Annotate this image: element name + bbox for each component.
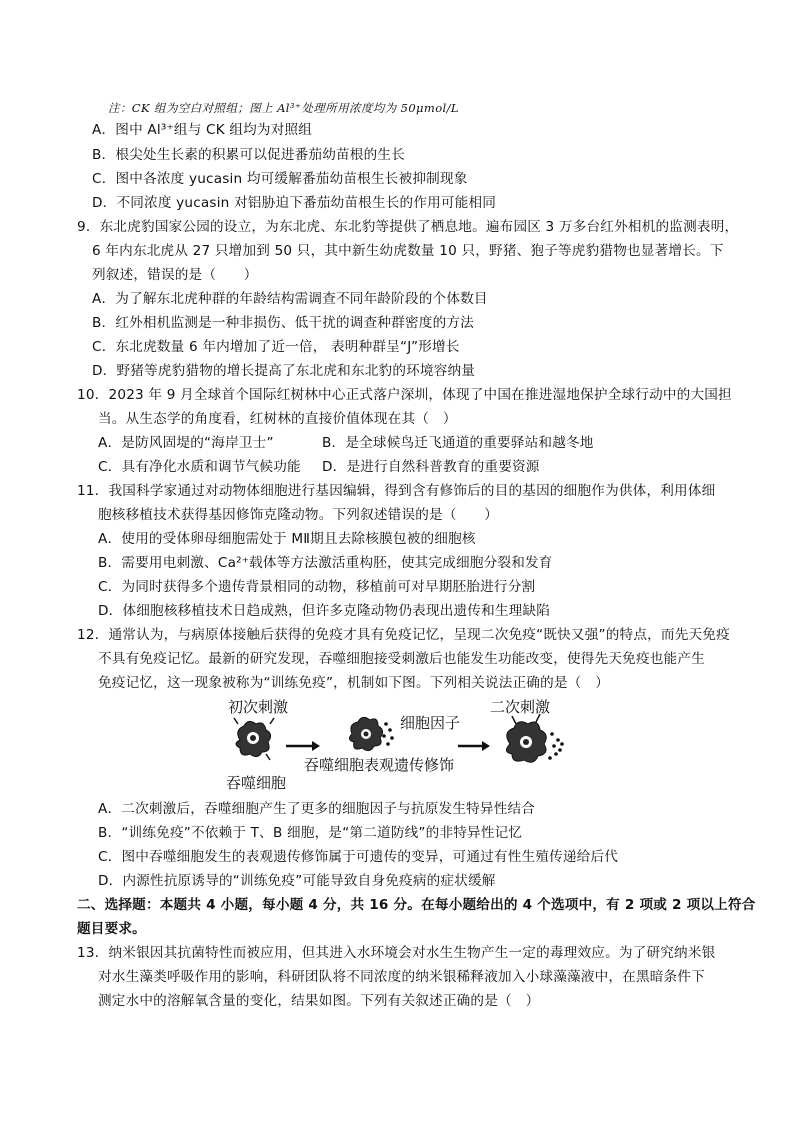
phagocyte-cell-2-icon bbox=[349, 717, 393, 750]
q9-option-d[interactable]: D．野猪等虎豹猎物的增长提高了东北虎和东北豹的环境容纳量 bbox=[92, 363, 476, 379]
q12-stem-line1: 12．通常认为，与病原体接触后获得的免疫才具有免疫记忆，呈现二次免疫“既快又强”的特点，而先天免疫 bbox=[77, 627, 730, 643]
q10-option-c[interactable]: C．具有净化水质和调节气候功能 bbox=[98, 459, 301, 475]
q11-stem-line1: 11．我国科学家通过对动物体细胞进行基因编辑，得到含有修饰后的目的基因的细胞作为供体，利用体细 bbox=[77, 483, 716, 499]
q12-option-a[interactable]: A．二次刺激后，吞噬细胞产生了更多的细胞因子与抗原发生特异性结合 bbox=[98, 801, 536, 817]
q10-option-b[interactable]: B．是全球候鸟迁飞通道的重要驿站和越冬地 bbox=[322, 435, 594, 451]
q8-option-d[interactable]: D．不同浓度 yucasin 对铝胁迫下番茄幼苗根生长的作用可能相同 bbox=[92, 195, 497, 211]
q9-stem-line1: 9．东北虎豹国家公园的设立，为东北虎、东北豹等提供了栖息地。遍布园区 3 万多台红外相机的监测表明， bbox=[77, 219, 739, 235]
q12-option-d[interactable]: D．内源性抗原诱导的“训练免疫”可能导致自身免疫病的症状缓解 bbox=[98, 873, 496, 889]
q10-option-a[interactable]: A．是防风固堤的“海岸卫士” bbox=[98, 435, 274, 451]
q13-stem-line2: 对水生藻类呼吸作用的影响，科研团队将不同浓度的纳米银稀释液加入小球藻藻液中，在黑暗条件下 bbox=[98, 969, 705, 985]
section-2-heading-cont: 题目要求。 bbox=[77, 921, 146, 937]
q12-option-b[interactable]: B．“训练免疫”不依赖于 T、B 细胞，是“第二道防线”的非特异性记忆 bbox=[98, 825, 523, 841]
q9-option-a[interactable]: A．为了解东北虎种群的年龄结构需调查不同年龄阶段的个体数目 bbox=[92, 291, 488, 307]
q13-stem-line1: 13．纳米银因其抗菌特性而被应用，但其进入水环境会对水生生物产生一定的毒理效应。为了研究纳米银 bbox=[77, 945, 716, 961]
phagocyte-label: 吞噬细胞 bbox=[226, 774, 287, 792]
figure-graphics bbox=[220, 694, 580, 798]
cytokine-label: 细胞因子 bbox=[400, 714, 461, 732]
q8-option-c[interactable]: C．图中各浓度 yucasin 均可缓解番茄幼苗根生长被抑制现象 bbox=[92, 171, 468, 187]
arrow-2-head bbox=[482, 741, 490, 751]
first-stimulus-label: 初次刺激 bbox=[228, 698, 289, 716]
q10-stem-line1: 10．2023 年 9 月全球首个国际红树林中心正式落户深圳，体现了中国在推进湿地保护全球行动中的大国担 bbox=[77, 387, 732, 403]
q11-option-c[interactable]: C．为同时获得多个遗传背景相同的动物，移植前可对早期胚胎进行分割 bbox=[98, 579, 536, 595]
q10-stem-line2: 当。从生态学的角度看，红树林的直接价值体现在其（ ） bbox=[98, 411, 457, 427]
arrow-1-head bbox=[312, 741, 320, 751]
phagocyte-cell-3-icon bbox=[506, 714, 563, 762]
q12-stem-line3: 免疫记忆，这一现象被称为“训练免疫”，机制如下图。下列相关说法正确的是（ ） bbox=[98, 675, 610, 691]
second-stimulus-label: 二次刺激 bbox=[490, 698, 551, 716]
q11-option-a[interactable]: A．使用的受体卵母细胞需处于 MⅡ期且去除核膜包被的细胞核 bbox=[98, 531, 476, 547]
figure-note: 注：CK 组为空白对照组；图上 Al³⁺处理所用浓度均为 50μmol/L bbox=[108, 101, 459, 115]
epigenetic-modification-label: 吞噬细胞表观遗传修饰 bbox=[304, 756, 455, 774]
q9-option-c[interactable]: C．东北虎数量 6 年内增加了近一倍， 表明种群呈“J”形增长 bbox=[92, 339, 460, 355]
q12-stem-line2: 不具有免疫记忆。最新的研究发现，吞噬细胞接受刺激后也能发生功能改变，使得先天免疫也能产生 bbox=[98, 651, 705, 667]
q9-stem-line3: 列叙述，错误的是（ ） bbox=[92, 267, 258, 283]
q10-option-d[interactable]: D．是进行自然科普教育的重要资源 bbox=[322, 459, 540, 475]
q8-option-a[interactable]: A．图中 Al³⁺组与 CK 组均为对照组 bbox=[92, 122, 313, 138]
q11-stem-line2: 胞核移植技术获得基因修饰克隆动物。下列叙述错误的是（ ） bbox=[98, 507, 499, 523]
q9-option-b[interactable]: B．红外相机监测是一种非损伤、低干扰的调查种群密度的方法 bbox=[92, 315, 474, 331]
section-2-heading: 二、选择题：本题共 4 小题，每小题 4 分，共 16 分。在每小题给出的 4 个选项中，有 2 项或 2 项以上符合 bbox=[77, 897, 756, 913]
phagocyte-cell-1-icon bbox=[234, 718, 274, 760]
training-immunity-figure bbox=[220, 694, 580, 798]
q11-option-b[interactable]: B．需要用电刺激、Ca²⁺载体等方法激活重构胚，使其完成细胞分裂和发育 bbox=[98, 555, 553, 571]
q12-option-c[interactable]: C．图中吞噬细胞发生的表观遗传修饰属于可遗传的变异，可通过有性生殖传递给后代 bbox=[98, 849, 619, 865]
q8-option-b[interactable]: B．根尖处生长素的积累可以促进番茄幼苗根的生长 bbox=[92, 147, 405, 163]
q13-stem-line3: 测定水中的溶解氧含量的变化，结果如图。下列有关叙述正确的是（ ） bbox=[98, 993, 540, 1009]
q9-stem-line2: 6 年内东北虎从 27 只增加到 50 只，其中新生幼虎数量 10 只，野猪、狍子等虎豹猎物也显著增长。下 bbox=[92, 243, 724, 259]
q11-option-d[interactable]: D．体细胞核移植技术日趋成熟，但许多克隆动物仍表现出遗传和生理缺陷 bbox=[98, 603, 551, 619]
